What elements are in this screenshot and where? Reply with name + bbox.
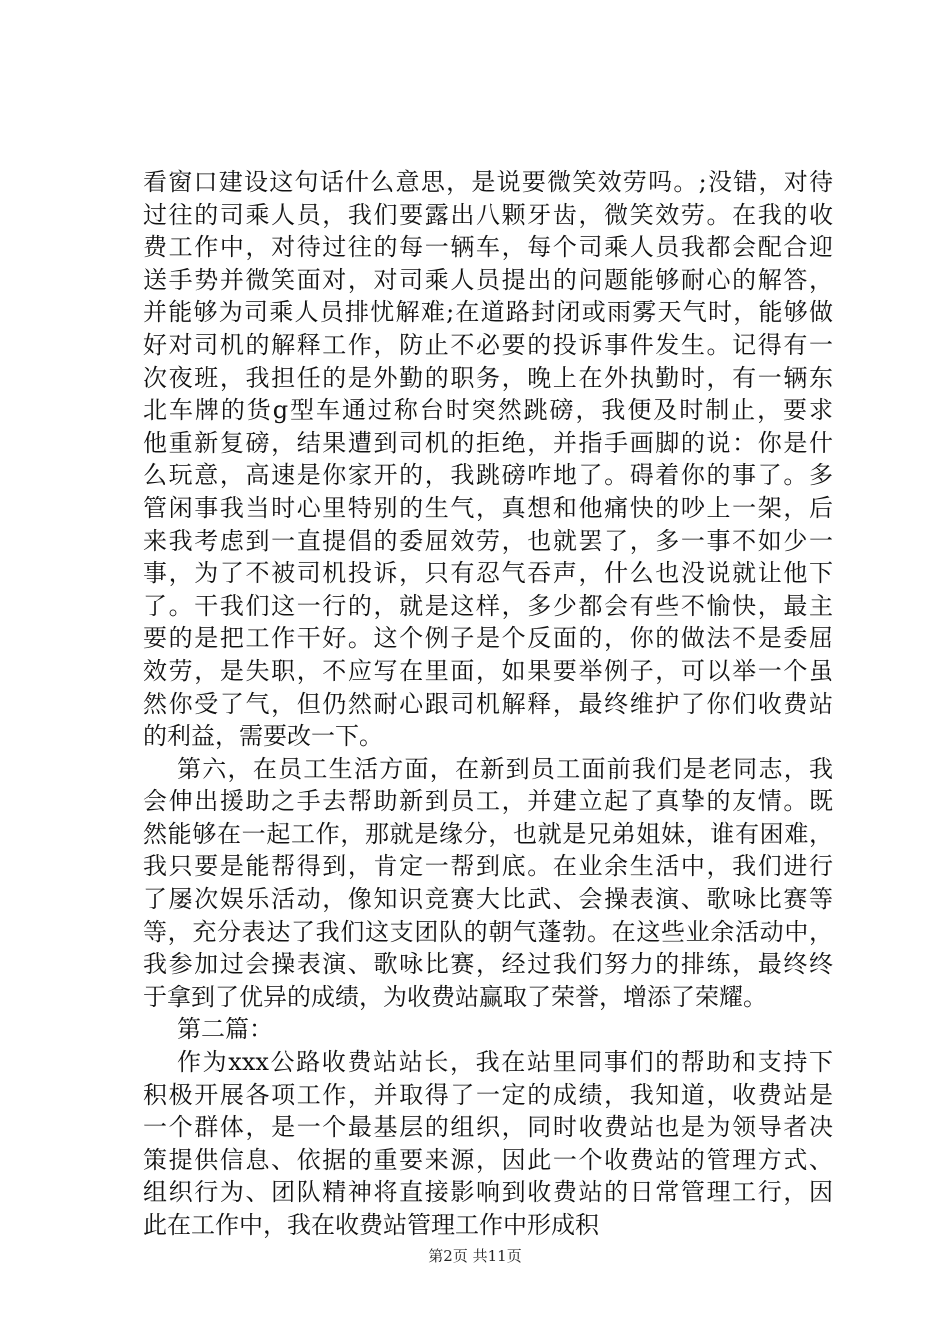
text-line: 事，为了不被司机投诉，只有忍气吞声，什么也没说就让他下: [143, 559, 833, 588]
text-line: 会伸出援助之手去帮助新到员工，并建立起了真挚的友情。既: [143, 787, 833, 816]
text-line: 策提供信息、依据的重要来源，因此一个收费站的管理方式、: [143, 1145, 833, 1174]
text-line: 费工作中，对待过往的每一辆车，每个司乘人员我都会配合迎: [143, 233, 833, 262]
text-line: 我只要是能帮得到，肯定一帮到底。在业余生活中，我们进行: [143, 852, 833, 881]
text-line: 一个群体，是一个最基层的组织，同时收费站也是为领导者决: [143, 1113, 833, 1142]
text-line: 来我考虑到一直提倡的委屈效劳，也就罢了，多一事不如少一: [143, 526, 833, 555]
text-line: 么玩意，高速是你家开的，我跳磅咋地了。碍着你的事了。多: [143, 461, 833, 490]
text-line: 并能够为司乘人员排忧解难;在道路封闭或雨雾天气时，能够做: [143, 298, 833, 327]
text-line: 管闲事我当时心里特别的生气，真想和他痛快的吵上一架，后: [143, 493, 833, 522]
text-line: 他重新复磅，结果遭到司机的拒绝，并指手画脚的说：你是什: [143, 428, 833, 457]
text-line: 第六，在员工生活方面，在新到员工面前我们是老同志，我: [177, 754, 833, 783]
text-line: 的利益，需要改一下。: [143, 722, 383, 751]
text-line: 北车牌的货g型车通过称台时突然跳磅，我便及时制止，要求: [143, 396, 833, 425]
text-line: 作为xxx公路收费站站长，我在站里同事们的帮助和支持下: [177, 1048, 833, 1077]
page-footer: 第2页 共11页: [428, 1247, 522, 1265]
text-line: 了屡次娱乐活动，像知识竞赛大比武、会操表演、歌咏比赛等: [143, 885, 833, 914]
text-line: 要的是把工作干好。这个例子是个反面的，你的做法不是委屈: [143, 624, 833, 653]
text-line: 次夜班，我担任的是外勤的职务，晚上在外执勤时，有一辆东: [143, 363, 833, 392]
text-line: 我参加过会操表演、歌咏比赛，经过我们努力的排练，最终终: [143, 950, 833, 979]
text-line: 于拿到了优异的成绩，为收费站赢取了荣誉，增添了荣耀。: [143, 982, 767, 1011]
text-line: 过往的司乘人员，我们要露出八颗牙齿，微笑效劳。在我的收: [143, 200, 833, 229]
text-line: 了。干我们这一行的，就是这样，多少都会有些不愉快，最主: [143, 591, 833, 620]
document-body: [143, 166, 833, 1242]
text-line: 然你受了气，但仍然耐心跟司机解释，最终维护了你们收费站: [143, 689, 833, 718]
text-line: 此在工作中，我在收费站管理工作中形成积: [143, 1211, 599, 1239]
text-line: 第二篇：: [177, 1015, 273, 1044]
text-line: 等，充分表达了我们这支团队的朝气蓬勃。在这些业余活动中，: [143, 917, 833, 946]
text-line: 效劳，是失职，不应写在里面，如果要举例子，可以举一个虽: [143, 656, 833, 685]
text-line: 送手势并微笑面对，对司乘人员提出的问题能够耐心的解答，: [143, 265, 833, 294]
text-line: 看窗口建设这句话什么意思，是说要微笑效劳吗。;没错，对待: [143, 168, 833, 196]
text-line: 积极开展各项工作，并取得了一定的成绩，我知道，收费站是: [143, 1080, 833, 1109]
text-line: 然能够在一起工作，那就是缘分，也就是兄弟姐妹，谁有困难，: [143, 819, 833, 848]
text-line: 好对司机的解释工作，防止不必要的投诉事件发生。记得有一: [143, 330, 833, 359]
text-line: 组织行为、团队精神将直接影响到收费站的日常管理工行，因: [143, 1178, 833, 1207]
